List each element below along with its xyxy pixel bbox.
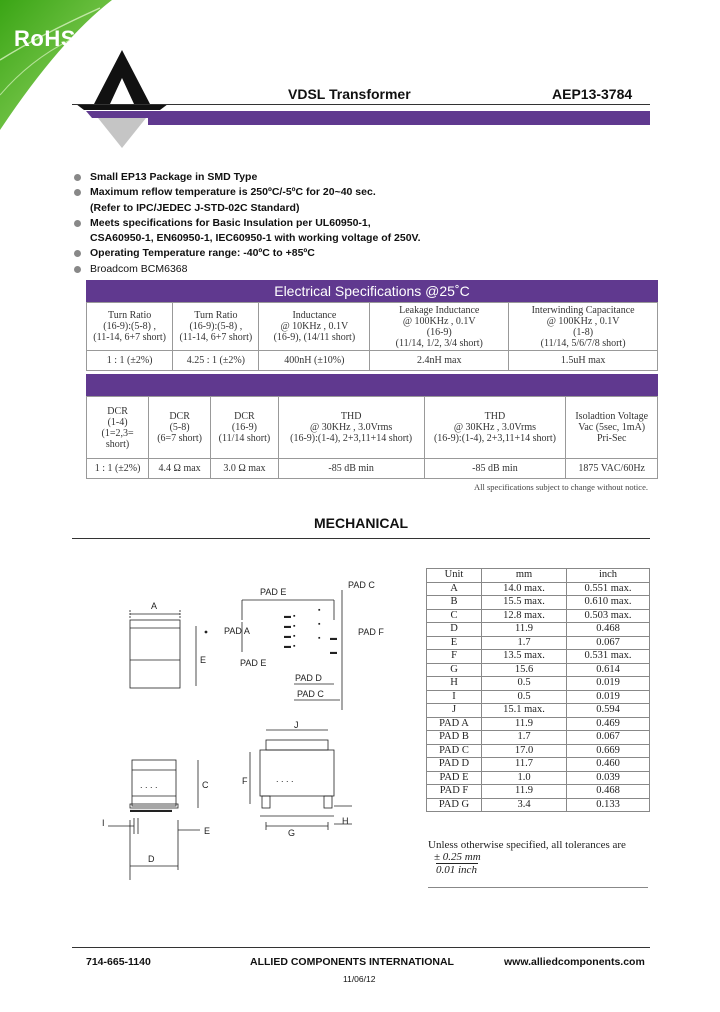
footer-company: ALLIED COMPONENTS INTERNATIONAL	[250, 956, 454, 968]
tolerance-line: Unless otherwise specified, all tolerances are	[428, 839, 626, 851]
electrical-spec-title: Electrical Specifications @25˚C	[86, 280, 658, 302]
feature-item: Maximum reflow temperature is 250ºC/-5ºC for 20~40 sec.	[74, 185, 421, 200]
pad-label-c: PAD C	[348, 580, 375, 590]
spec-header-cell: Interwinding Capacitance @ 100KHz , 0.1V (1-8) (11/14, 5/6/7/8 short)	[509, 303, 658, 351]
dim-row: C 12.8 max. 0.503 max.	[427, 609, 650, 623]
svg-text:▪: ▪	[318, 607, 321, 614]
dim-label-e-bottom: E	[204, 826, 211, 836]
dim-row: E 1.7 0.067	[427, 636, 650, 650]
tolerance-inch: 0.01 inch	[436, 864, 477, 876]
dim-label-j: J	[294, 720, 299, 730]
svg-text:▬: ▬	[330, 649, 337, 656]
spec-value-cell: 4.25 : 1 (±2%)	[173, 351, 259, 371]
spec-header-cell: DCR (1-4) (1=2,3= short)	[87, 397, 149, 459]
spec-value-cell: 1 : 1 (±2%)	[87, 459, 149, 479]
dim-row: PAD A 11.9 0.469	[427, 717, 650, 731]
front-view	[242, 720, 352, 838]
dim-row: PAD D 11.7 0.460	[427, 758, 650, 772]
pad-layout	[224, 580, 384, 710]
feature-item: Small EP13 Package in SMD Type	[74, 170, 421, 185]
feature-list	[74, 170, 421, 277]
bullet-icon	[74, 220, 81, 227]
dim-header: inch	[567, 569, 650, 583]
bullet-icon	[74, 250, 81, 257]
part-number: AEP13-3784	[552, 86, 633, 102]
pad-label-c-bottom: PAD C	[297, 689, 324, 699]
pad-label-d: PAD D	[295, 673, 322, 683]
dim-row: B 15.5 max. 0.610 max.	[427, 596, 650, 610]
pad-label-f: PAD F	[358, 627, 384, 637]
header-accent-bar	[148, 111, 650, 125]
dim-label-a: A	[151, 601, 158, 611]
mechanical-rule	[72, 538, 650, 539]
svg-text:. . . .: . . . .	[276, 774, 294, 784]
rohs-label: RoHS	[14, 26, 76, 51]
bullet-icon	[74, 174, 81, 181]
mechanical-title: MECHANICAL	[314, 515, 409, 531]
spec-header-cell: DCR (16-9) (11/14 short)	[211, 397, 279, 459]
footer-phone: 714-665-1140	[86, 956, 151, 968]
dim-row: PAD B 1.7 0.067	[427, 731, 650, 745]
dim-row: PAD C 17.0 0.669	[427, 744, 650, 758]
spec-value-cell: 400nH (±10%)	[259, 351, 370, 371]
bullet-icon	[74, 189, 81, 196]
spec-value-cell: 2.4nH max	[370, 351, 509, 371]
side-view	[102, 760, 210, 880]
pad-label-a: PAD A	[224, 626, 250, 636]
spec-header-cell: Isoladtion Voltage Vac (5sec, 1mA) Pri-Sec	[566, 397, 658, 459]
dim-label-f: F	[242, 776, 248, 786]
svg-text:▬ ▪: ▬ ▪	[284, 613, 296, 620]
mechanical-drawing	[90, 560, 420, 890]
dim-label-d: D	[148, 854, 155, 864]
spec-header-cell: Turn Ratio (16-9):(5-8) , (11-14, 6+7 short)	[87, 303, 173, 351]
pad-row-left	[284, 613, 296, 650]
dim-row: G 15.6 0.614	[427, 663, 650, 677]
spec-header-cell: Leakage Inductance @ 100KHz , 0.1V (16-9) (11/14, 1/2, 3/4 short)	[370, 303, 509, 351]
feature-item: Operating Temperature range: -40ºC to +85ºC	[74, 246, 421, 261]
electrical-spec-table-1	[86, 302, 658, 371]
dim-label-e-side: E	[200, 655, 207, 665]
spec-value-cell: 1875 VAC/60Hz	[566, 459, 658, 479]
tolerance-rule	[428, 887, 648, 888]
spec-value-cell: 3.0 Ω max	[211, 459, 279, 479]
dim-row: J 15.1 max. 0.594	[427, 704, 650, 718]
dim-label-g: G	[288, 828, 296, 838]
spec-header-cell: THD @ 30KHz , 3.0Vrms (16-9):(1-4), 2+3,11+14 short)	[424, 397, 566, 459]
dim-row: H 0.5 0.019	[427, 677, 650, 691]
electrical-spec-divider	[86, 374, 658, 396]
footer-date: 11/06/12	[343, 974, 376, 984]
spec-header-cell: THD @ 30KHz , 3.0Vrms (16-9):(1-4), 2+3,11+14 short)	[278, 397, 424, 459]
tolerance-note	[428, 839, 626, 876]
dim-label-i: I	[102, 818, 105, 828]
company-logo	[72, 48, 172, 148]
dim-header: mm	[482, 569, 567, 583]
feature-item: Broadcom BCM6368	[74, 262, 421, 277]
dim-header: Unit	[427, 569, 482, 583]
top-view	[130, 601, 207, 688]
spec-value-cell: 4.4 Ω max	[149, 459, 211, 479]
dim-row: PAD E 1.0 0.039	[427, 771, 650, 785]
feature-item: Meets specifications for Basic Insulation per UL60950-1,	[74, 216, 421, 231]
spec-header-cell: DCR (5-8) (6=7 short)	[149, 397, 211, 459]
pad-label-e: PAD E	[260, 587, 287, 597]
spec-value-cell: 1 : 1 (±2%)	[87, 351, 173, 371]
dimension-table	[426, 568, 650, 812]
document-title: VDSL Transformer	[288, 86, 411, 102]
dim-row: I 0.5 0.019	[427, 690, 650, 704]
spec-header-cell: Inductance @ 10KHz , 0.1V (16-9), (14/11 short)	[259, 303, 370, 351]
footer-rule	[72, 947, 650, 948]
tolerance-mm: ± 0.25 mm	[434, 851, 481, 863]
spec-header-cell: Turn Ratio (16-9):(5-8) , (11-14, 6+7 short)	[173, 303, 259, 351]
spec-value-cell: -85 dB min	[424, 459, 566, 479]
electrical-spec-table-2	[86, 396, 658, 479]
svg-text:▬▬▬▬▬▬: ▬▬▬▬▬▬	[130, 807, 172, 814]
spec-value-cell: -85 dB min	[278, 459, 424, 479]
dim-row: PAD F 11.9 0.468	[427, 785, 650, 799]
bullet-icon	[74, 266, 81, 273]
dim-row: F 13.5 max. 0.531 max.	[427, 650, 650, 664]
svg-text:▬ ▪: ▬ ▪	[284, 623, 296, 630]
pad-label-e2: PAD E	[240, 658, 267, 668]
svg-text:▬ ▪: ▬ ▪	[284, 633, 296, 640]
svg-text:. . . .: . . . .	[140, 780, 158, 790]
dim-label-h: H	[342, 816, 349, 826]
dim-row: A 14.0 max. 0.551 max.	[427, 582, 650, 596]
dim-row: PAD G 3.4 0.133	[427, 798, 650, 812]
dim-row: D 11.9 0.468	[427, 623, 650, 637]
spec-value-cell: 1.5uH max	[509, 351, 658, 371]
footer-website[interactable]: www.alliedcomponents.com	[504, 956, 645, 968]
header-rule	[72, 104, 650, 105]
svg-text:▬ ▪: ▬ ▪	[284, 643, 296, 650]
svg-text:▬: ▬	[330, 635, 337, 642]
dim-label-c: C	[202, 780, 209, 790]
spec-disclaimer: All specifications subject to change without notice.	[474, 482, 648, 492]
feature-item-continued: CSA60950-1, EN60950-1, IEC60950-1 with working voltage of 250V.	[90, 232, 421, 245]
svg-text:▪: ▪	[318, 621, 321, 628]
feature-item-continued: (Refer to IPC/JEDEC J-STD-02C Standard)	[90, 201, 300, 214]
svg-text:▪: ▪	[318, 635, 321, 642]
